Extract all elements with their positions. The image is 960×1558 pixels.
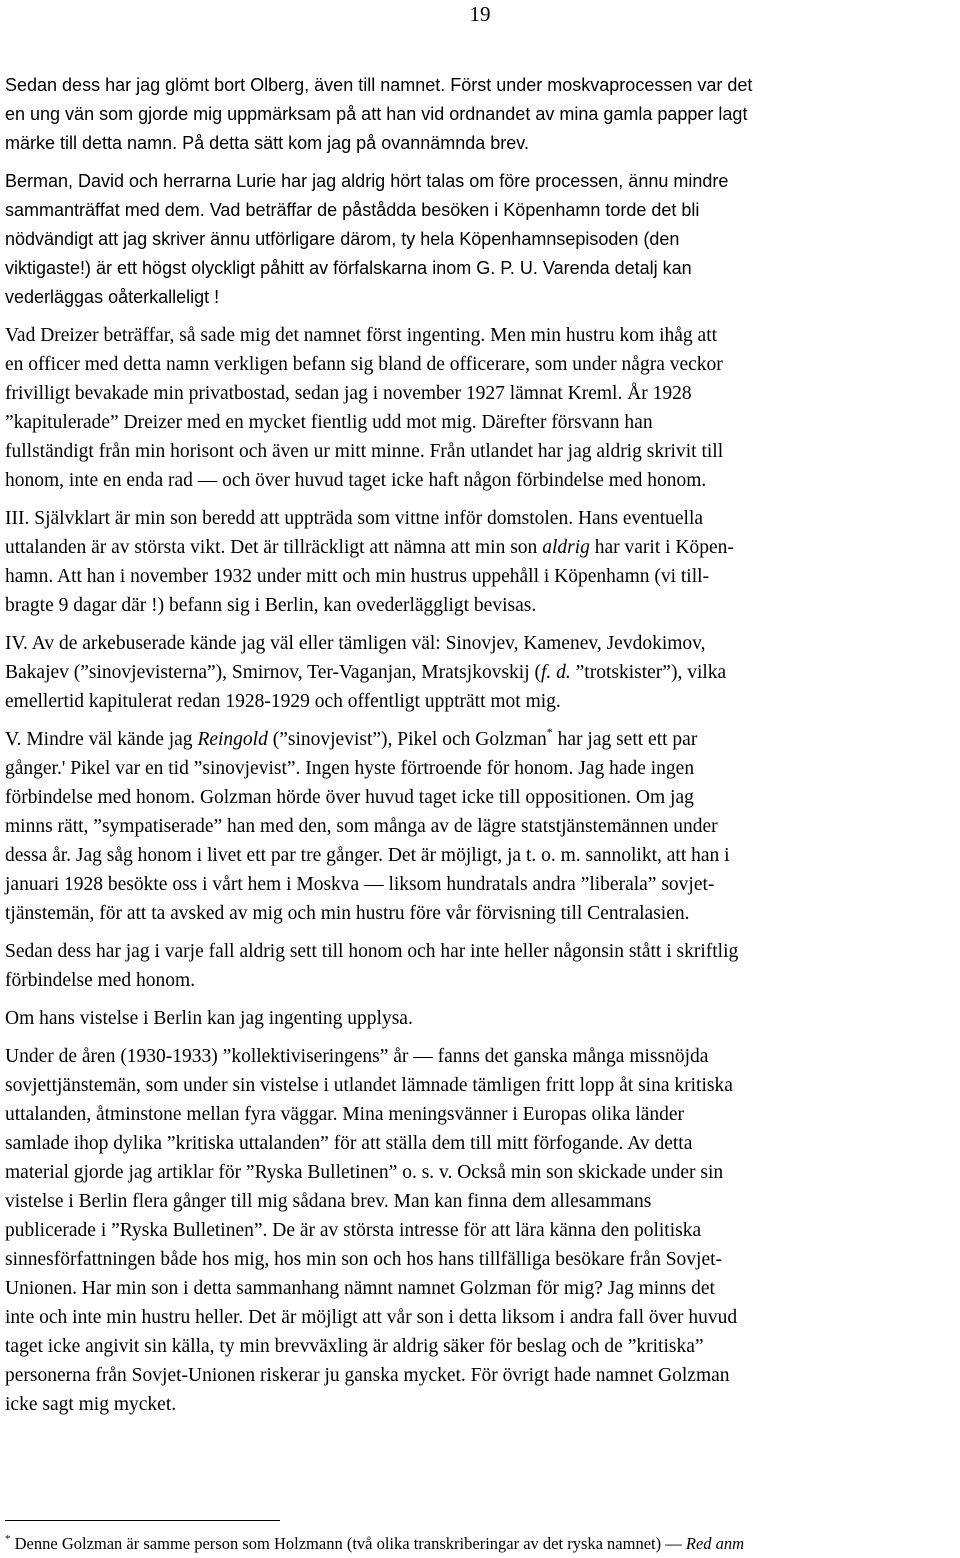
text-run: uttalanden är av största vikt. Det är tillräckligt att nämna att min son: [5, 537, 543, 558]
text-line: [5, 533, 957, 562]
text-run: (”sinovjevist”), Pikel och Golzman: [267, 729, 547, 750]
paragraph-3: [5, 321, 957, 495]
paragraph-2: [5, 167, 957, 312]
page-number: 19: [469, 2, 491, 26]
text-line: publicerade i ”Ryska Bulletinen”. De är av största intresse för att lära känna den politiska: [5, 1220, 702, 1241]
text-line: en ung vän som gjorde mig uppmärksam på att han vid ordnandet av mina gamla papper lagt: [5, 104, 748, 124]
text-line: Unionen. Har min son i detta sammanhang nämnt namnet Golzman för mig? Jag minns det: [5, 1278, 715, 1299]
text-line: Under de åren (1930-1933) ”kollektiviseringens” år — fanns det ganska många missnöjda: [5, 1046, 709, 1067]
text-line: vistelse i Berlin flera gånger till mig sådana brev. Man kan finna dem allesammans: [5, 1191, 652, 1212]
text-line: uttalanden, åtminstone mellan fyra väggar. Mina meningsvänner i Europas olika länder: [5, 1104, 685, 1125]
text-line: IV. Av de arkebuserade kände jag väl eller tämligen väl: Sinovjev, Kamenev, Jevdokimov,: [5, 633, 706, 654]
text-line: III. Självklart är min son beredd att uppträda som vittne inför domstolen. Hans eventuella: [5, 508, 704, 529]
text-line: dessa år. Jag såg honom i livet ett par tre gånger. Det är möjligt, ja t. o. m. sannolikt, att han i: [5, 845, 730, 866]
text-line: märke till detta namn. På detta sätt kom jag på ovannämnda brev.: [5, 133, 529, 153]
paragraph-8: [5, 1004, 957, 1033]
text-line: samlade ihop dylika ”kritiska uttalanden” för att ställa dem till mitt förfogande. Av detta: [5, 1133, 693, 1154]
text-line: taget icke angivit sin källa, ty min brevväxling är aldrig säker för beslag och de ”kritiska”: [5, 1336, 704, 1357]
text-run: ”trotskister”), vilka: [570, 662, 727, 683]
paragraph-6: [5, 725, 957, 928]
text-line: minns rätt, ”sympatiserade” han med den, som många av de lägre statstjänstemännen under: [5, 816, 718, 837]
text-run: har jag sett ett par: [552, 729, 698, 750]
text-line: sovjettjänstemän, som under sin vistelse i utlandet lämnade tämligen fritt lopp åt sina kritiska: [5, 1075, 733, 1096]
footnote-italic-text: Red anm: [685, 1534, 745, 1553]
paragraph-7: [5, 937, 957, 995]
text-run: Bakajev (”sinovjevisterna”), Smirnov, Ter-Vaganjan, Mratsjkovskij (: [5, 662, 541, 683]
text-line: vederläggas oåterkalleligt !: [5, 287, 220, 307]
text-line: viktigaste!) är ett högst olyckligt påhitt av förfalskarna inom G. P. U. Varenda detalj kan: [5, 258, 692, 278]
text-line: personerna från Sovjet-Unionen riskerar ju ganska mycket. För övrigt hade namnet Golzman: [5, 1365, 730, 1386]
text-line: ”kapitulerade” Dreizer med en mycket fientlig udd mot mig. Därefter försvann han: [5, 412, 653, 433]
text-line: fullständigt från min horisont och även ur mitt minne. Från utlandet har jag aldrig skrivit till: [5, 441, 724, 462]
text-line: förbindelse med honom. Golzman hörde över huvud taget icke till oppositionen. Om jag: [5, 787, 694, 808]
paragraph-4: [5, 504, 957, 620]
text-line: Sedan dess har jag i varje fall aldrig sett till honom och har inte heller någonsin stått i skriftlig: [5, 941, 739, 962]
text-line: material gjorde jag artiklar för ”Ryska Bulletinen” o. s. v. Också min son skickade under sin: [5, 1162, 724, 1183]
footnote-text: Denne Golzman är samme person som Holzmann (två olika transkriberingar av det ryska namnet) —: [10, 1534, 686, 1553]
text-line: januari 1928 besökte oss i vårt hem i Moskva — liksom hundratals andra ”liberala” sovjet-: [5, 874, 715, 895]
text-line: frivilligt bevakade min privatbostad, sedan jag i november 1927 lämnat Kreml. År 1928: [5, 383, 692, 404]
text-line: honom, inte en enda rad — och över huvud taget icke haft någon förbindelse med honom.: [5, 470, 707, 491]
text-line: inte och inte min hustru heller. Det är möjligt att vår son i detta liksom i andra fall över huvud: [5, 1307, 738, 1328]
text-run: har varit i Köpen-: [589, 537, 734, 558]
document-body: [5, 71, 957, 1419]
text-line: tjänstemän, för att ta avsked av mig och min hustru före vår förvisning till Centralasien.: [5, 903, 690, 924]
text-line: nödvändigt att jag skriver ännu utförligare därom, ty hela Köpenhamnsepisoden (den: [5, 229, 680, 249]
text-line: hamn. Att han i november 1932 under mitt och min hustrus uppehåll i Köpenhamn (vi till-: [5, 566, 710, 587]
text-run: V. Mindre väl kände jag: [5, 729, 198, 750]
text-line: bragte 9 dagar där !) befann sig i Berlin, kan ovederläggligt bevisas.: [5, 595, 537, 616]
footnote: [5, 1534, 960, 1554]
text-line: [5, 658, 957, 687]
text-line: Sedan dess har jag glömt bort Olberg, även till namnet. Först under moskvaprocessen var det: [5, 75, 753, 95]
paragraph-9: [5, 1042, 957, 1419]
paragraph-5: [5, 629, 957, 716]
italic-text: aldrig: [542, 537, 590, 558]
text-line: icke sagt mig mycket.: [5, 1394, 177, 1415]
text-line: Berman, David och herrarna Lurie har jag aldrig hört talas om före processen, ännu mindre: [5, 171, 729, 191]
text-line: Vad Dreizer beträffar, så sade mig det namnet först ingenting. Men min hustru kom ihåg att: [5, 325, 718, 346]
text-line: gånger.' Pikel var en tid ”sinovjevist”. Ingen hyste förtroende för honom. Jag hade ingen: [5, 758, 695, 779]
text-line: förbindelse med honom.: [5, 970, 196, 991]
text-line: sinnesförfattningen både hos mig, hos min son och hos hans tillfälliga besökare från Sovjet-: [5, 1249, 723, 1270]
text-line: Om hans vistelse i Berlin kan jag ingenting upplysa.: [5, 1008, 413, 1029]
italic-text: f. d.: [540, 662, 571, 683]
italic-text: Reingold: [197, 729, 268, 750]
footnote-marker: *: [546, 725, 553, 739]
paragraph-1: [5, 71, 957, 158]
footnote-marker: *: [5, 1533, 11, 1545]
text-line: sammanträffat med dem. Vad beträffar de påstådda besöken i Köpenhamn torde det bli: [5, 200, 700, 220]
text-line: [5, 725, 957, 754]
text-line: emellertid kapitulerat redan 1928-1929 och offentligt uppträtt mot mig.: [5, 691, 561, 712]
text-line: en officer med detta namn verkligen befann sig bland de officerare, som under några veckor: [5, 354, 723, 375]
footnote-divider: [5, 1520, 280, 1521]
